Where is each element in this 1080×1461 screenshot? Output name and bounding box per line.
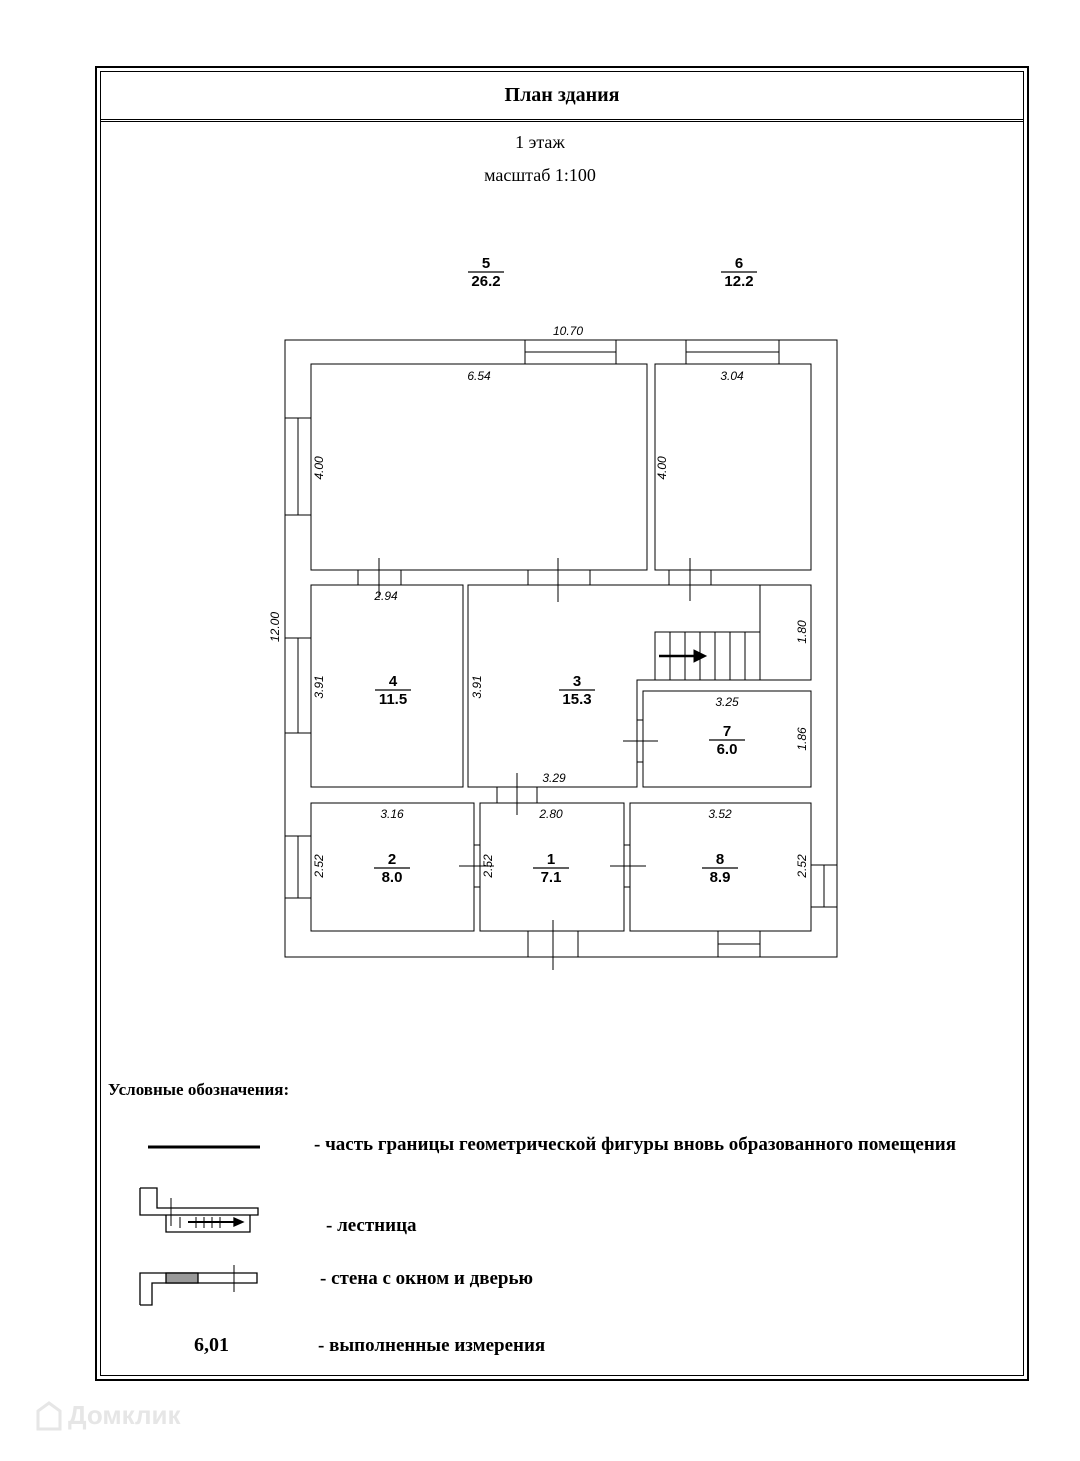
watermark <box>36 1400 180 1431</box>
document-title: План здания <box>504 84 620 106</box>
room-5-area: 26.2 <box>471 273 501 290</box>
outer-wall <box>285 340 837 957</box>
scale-label: масштаб 1:100 <box>484 165 596 185</box>
room-2-height-dim: 2.52 <box>312 854 326 878</box>
overall-height-dim: 12.00 <box>268 611 282 643</box>
legend-measurement-example: 6,01 <box>194 1334 229 1356</box>
room-6-number: 6 <box>734 255 744 272</box>
room-7-number: 7 <box>722 723 732 740</box>
room-3-area: 15.3 <box>562 691 592 708</box>
room-4-height-dim: 3.91 <box>312 675 326 699</box>
watermark-house-icon <box>36 1401 62 1431</box>
room-1-area: 7.1 <box>540 869 562 886</box>
room-3-height-dim: 3.91 <box>470 675 484 699</box>
room-1-width-dim: 2.80 <box>539 807 563 821</box>
room-2-width-dim: 3.16 <box>380 807 404 821</box>
legend-wall-text: - стена с окном и дверью <box>320 1268 534 1289</box>
room-4-area: 11.5 <box>378 691 408 708</box>
room-5-number: 5 <box>481 255 491 272</box>
room-8-area: 8.9 <box>709 869 731 886</box>
door-openings <box>358 558 711 970</box>
room-8-height-dim: 2.52 <box>795 854 809 878</box>
room-6-width-dim: 3.04 <box>720 369 744 383</box>
room-8-width-dim: 3.52 <box>708 807 732 821</box>
floor-label: 1 этаж <box>515 132 565 152</box>
legend-staircase-icon <box>140 1188 258 1232</box>
legend-measurement-text: - выполненные измерения <box>318 1335 546 1356</box>
room-2-area: 8.0 <box>381 869 403 886</box>
room-6-outline <box>655 364 811 570</box>
room-3-width-dim: 3.29 <box>542 771 566 785</box>
room-2-number: 2 <box>387 851 397 868</box>
overall-width-dim: 10.70 <box>552 324 584 338</box>
room-5-height-dim: 4.00 <box>312 456 326 480</box>
stair-dim: 1.80 <box>795 620 809 644</box>
legend-staircase-text: - лестница <box>326 1215 417 1236</box>
door-3-5 <box>528 570 590 585</box>
staircase <box>655 632 760 680</box>
room-6-area: 12.2 <box>724 273 754 290</box>
room-8-number: 8 <box>715 851 725 868</box>
room-4-number: 4 <box>388 673 398 690</box>
room-4-width-dim: 2.94 <box>374 589 398 603</box>
room-7-area: 6.0 <box>716 741 738 758</box>
windows <box>285 340 837 957</box>
room-1-number: 1 <box>546 851 556 868</box>
room-6-height-dim: 4.00 <box>655 456 669 480</box>
room-5-width-dim: 6.54 <box>467 369 491 383</box>
room-7-height-dim: 1.86 <box>795 727 809 751</box>
legend-boundary-text: - часть границы геометрической фигуры вновь образованного помещения <box>314 1134 957 1155</box>
legend-title: Условные обозначения: <box>108 1080 290 1099</box>
watermark-text: Домклик <box>68 1400 181 1430</box>
room-1-height-dim: 2.52 <box>481 854 495 878</box>
room-4-outline <box>311 585 463 787</box>
legend-wall-window-door-icon <box>140 1265 257 1305</box>
room-7-width-dim: 3.25 <box>715 695 739 709</box>
room-5-outline <box>311 364 647 570</box>
room-3-number: 3 <box>572 673 582 690</box>
